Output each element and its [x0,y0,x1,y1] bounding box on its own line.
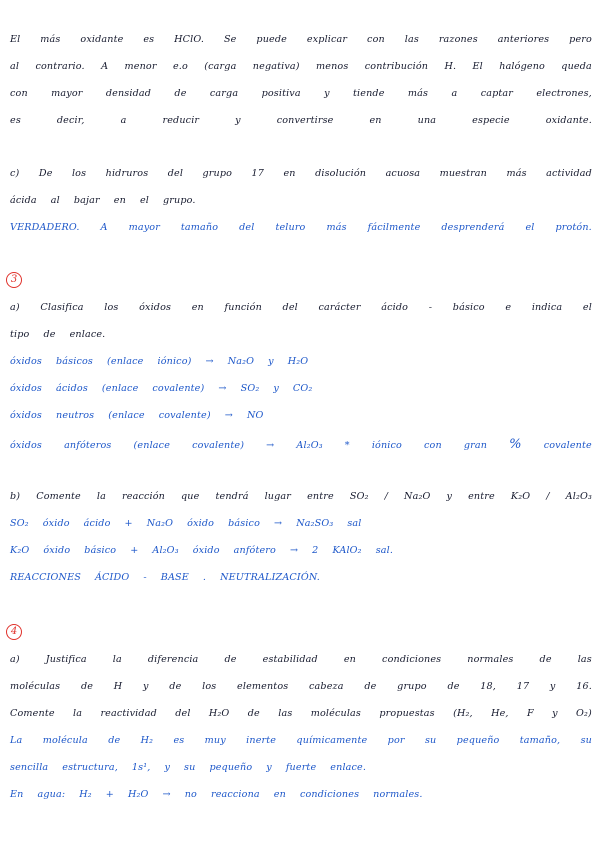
section-number-3: 3 [6,272,22,288]
text-line-l04: es decir, a reducir y convertirse en una especie oxidante. [10,115,592,126]
text-line-l19: moléculas de H y de los elementos cabeza de grupo de 18, 17 y 16. [10,681,592,692]
text-line-l10: óxidos básicos (enlace iónico) → Na₂O y H₂O [10,356,309,367]
text-line-l23: En agua: H₂ + H₂O → no reacciona en condiciones normales. [10,789,423,800]
text-line-l22: sencilla estructura, 1s¹, y su pequeño y fuerte enlace. [10,762,367,773]
text-line-l08: a) Clasifica los óxidos en función del carácter ácido - básico e indica el [10,302,592,313]
text-line-l15: SO₂ óxido ácido + Na₂O óxido básico → Na₂SO₃ sal [10,518,362,529]
text-line-l14: b) Comente la reacción que tendrá lugar entre SO₂ / Na₂O y entre K₂O / Al₂O₃ [10,491,592,502]
text-line-l02: al contrario. A menor e.o (carga negativa) menos contribución H. El halógeno queda [10,61,592,72]
text-line-l07: VERDADERO. A mayor tamaño del teluro más fácilmente desprenderá el protón. [10,222,592,233]
text-line-l21: La molécula de H₂ es muy inerte químicamente por su pequeño tamaño, su [10,735,592,746]
text-line-l20: Comente la reactividad del H₂O de las moléculas propuestas (H₂, He, F y O₂) [10,708,592,719]
text-line-l06: ácida al bajar en el grupo. [10,195,196,206]
text-line-l05: c) De los hidruros del grupo 17 en disolución acuosa muestran más actividad [10,168,592,179]
text-line-l09: tipo de enlace. [10,329,106,340]
text-line-l18: a) Justifica la diferencia de estabilidad en condiciones normales de las [10,654,592,665]
text-line-l11: óxidos ácidos (enlace covalente) → SO₂ y CO₂ [10,383,313,394]
text-line-l03: con mayor densidad de carga positiva y tiende más a captar electrones, [10,88,592,99]
text-line-l13: óxidos anfóteros (enlace covalente) → Al₂O₃ * iónico con gran % covalente [10,437,592,452]
text-line-l01: El más oxidante es HClO. Se puede explicar con las razones anteriores pero [10,34,592,45]
text-line-l12: óxidos neutros (enlace covalente) → NO [10,410,264,421]
text-line-l17: REACCIONES ÁCIDO - BASE . NEUTRALIZACIÓN. [10,572,320,583]
section-number-4: 4 [6,624,22,640]
text-line-l16: K₂O óxido básico + Al₂O₃ óxido anfótero → 2 KAlO₂ sal. [10,545,394,556]
